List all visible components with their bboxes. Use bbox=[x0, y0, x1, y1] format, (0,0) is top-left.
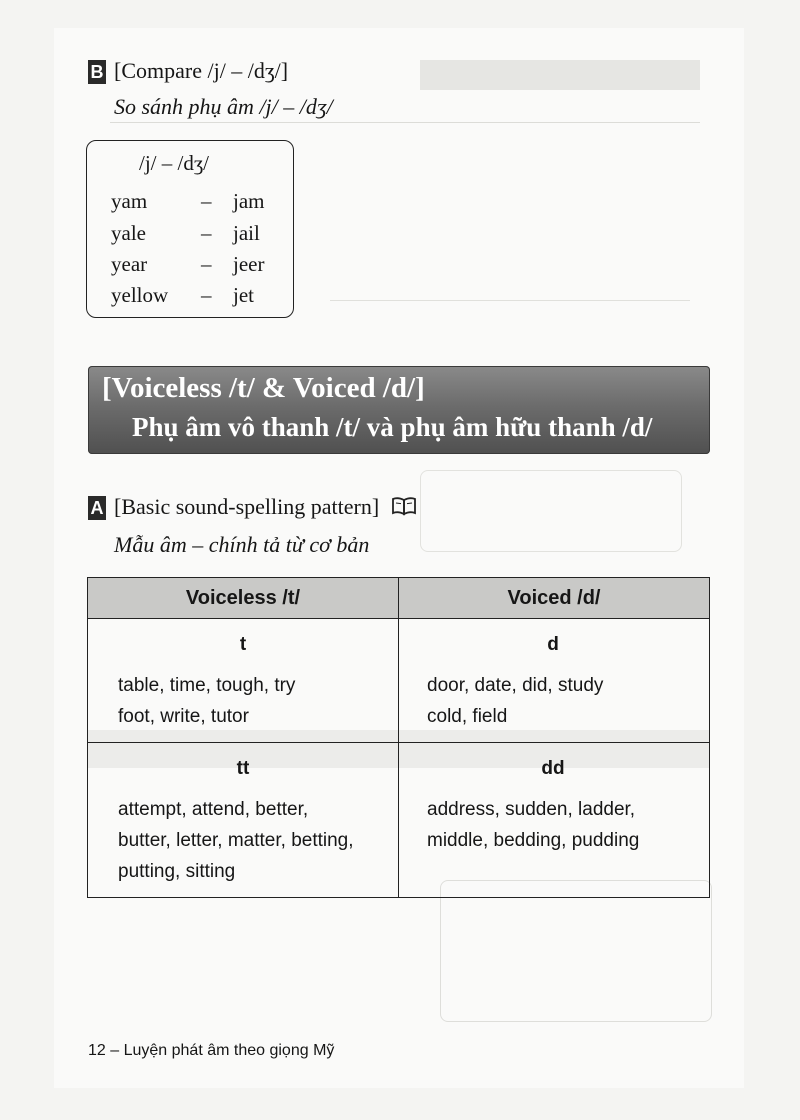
spelling-key: t bbox=[239, 634, 247, 655]
compare-box bbox=[86, 140, 294, 318]
header-voiced: Voiced /d/ bbox=[399, 578, 710, 619]
section-b-badge: B bbox=[88, 60, 106, 84]
example-line: middle, bedding, pudding bbox=[427, 830, 640, 851]
pair-dash: – bbox=[201, 221, 212, 245]
section-b-subtitle: So sánh phụ âm /j/ – /dʒ/ bbox=[114, 94, 333, 119]
pair-word-j: yale bbox=[111, 221, 146, 245]
example-line: foot, write, tutor bbox=[118, 706, 249, 727]
table-row bbox=[88, 743, 710, 898]
section-a-subtitle: Mẫu âm – chính tả từ cơ bản bbox=[114, 532, 370, 557]
pair-dash: – bbox=[201, 283, 212, 307]
section-a-heading bbox=[114, 494, 417, 522]
compare-box-title: /j/ – /dʒ/ bbox=[139, 151, 209, 175]
pair-word-j: year bbox=[111, 252, 148, 276]
example-line: attempt, attend, better, bbox=[118, 799, 309, 820]
banner-title: [Voiceless /t/ & Voiced /d/] bbox=[102, 372, 425, 404]
spelling-key: d bbox=[547, 634, 559, 655]
table-cell bbox=[399, 743, 710, 898]
pair-word-j: yellow bbox=[111, 283, 169, 307]
pair-dash: – bbox=[201, 252, 212, 276]
spelling-key: dd bbox=[541, 758, 565, 779]
pair-word-j: yam bbox=[111, 189, 148, 213]
unit-banner bbox=[88, 366, 710, 454]
example-line: table, time, tough, try bbox=[118, 675, 296, 696]
banner-subtitle: Phụ âm vô thanh /t/ và phụ âm hữu thanh /d/ bbox=[132, 412, 653, 442]
table-header-row bbox=[88, 578, 710, 619]
example-line: door, date, did, study bbox=[427, 675, 604, 696]
table-row bbox=[88, 619, 710, 743]
example-line: butter, letter, matter, betting, bbox=[118, 830, 354, 851]
pair-dash: – bbox=[201, 189, 212, 213]
table-cell bbox=[88, 619, 399, 743]
section-a-badge: A bbox=[88, 496, 106, 520]
section-b-title: [Compare /j/ – /dʒ/] bbox=[114, 58, 289, 83]
book-icon[interactable] bbox=[391, 496, 417, 522]
spelling-key: tt bbox=[236, 758, 250, 779]
header-voiceless: Voiceless /t/ bbox=[88, 578, 399, 619]
example-line: putting, sitting bbox=[118, 861, 236, 882]
pair-word-dz: jeer bbox=[233, 252, 265, 276]
pair-word-dz: jet bbox=[233, 283, 254, 307]
table-cell bbox=[88, 743, 399, 898]
sound-spelling-table bbox=[87, 577, 710, 898]
section-a-title: [Basic sound-spelling pattern] bbox=[114, 494, 380, 519]
example-line: cold, field bbox=[427, 706, 508, 727]
pair-word-dz: jam bbox=[233, 189, 265, 213]
pair-word-dz: jail bbox=[233, 221, 260, 245]
page-footer: 12 – Luyện phát âm theo giọng Mỹ bbox=[88, 1042, 335, 1059]
example-line: address, sudden, ladder, bbox=[427, 799, 636, 820]
table-cell bbox=[399, 619, 710, 743]
